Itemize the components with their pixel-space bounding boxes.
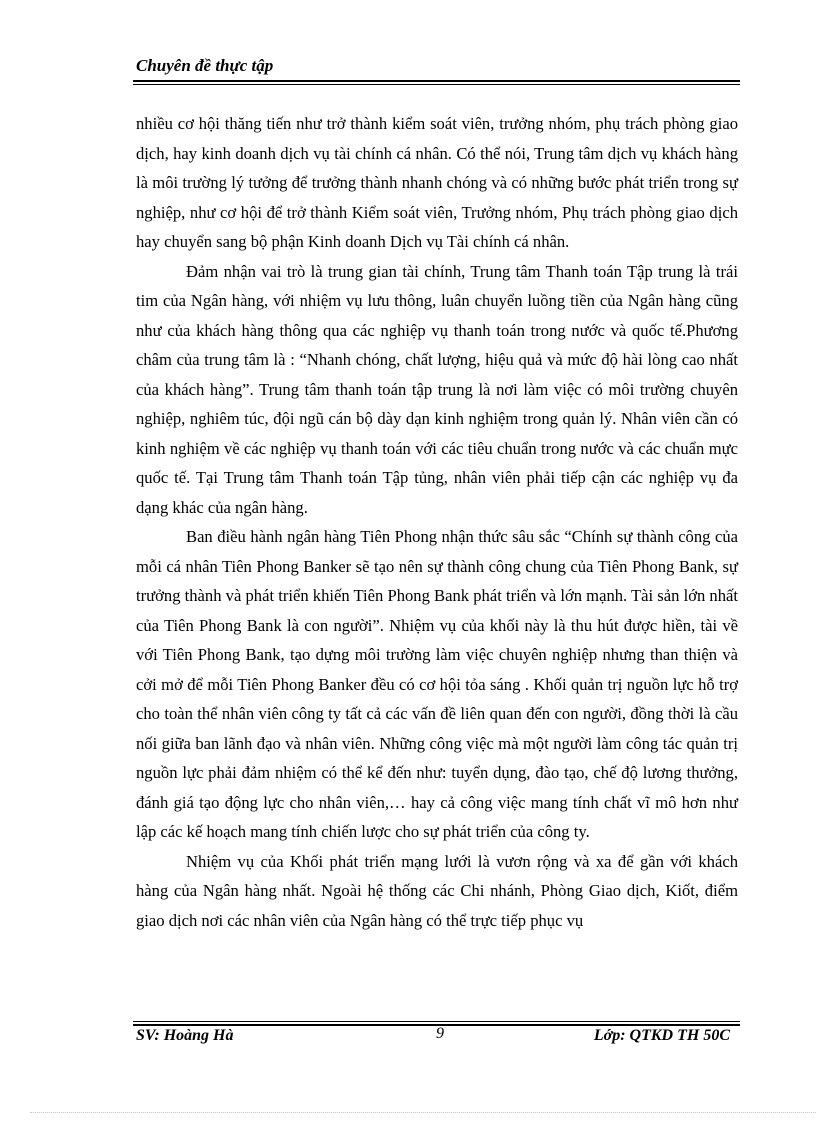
- paragraph-1: nhiều cơ hội thăng tiến như trở thành kiểm soát viên, trưởng nhóm, phụ trách phòng giao dịch, hay kinh doanh dịch vụ tài chính cá nhân. Có thể nói, Trung tâm dịch vụ khách hàng là môi trường lý tưởng để trưởng thành nhanh chóng và có những bước phát triển trong sự nghiệp, như cơ hội để trở thành Kiểm soát viên, Trưởng nhóm, Phụ trách phòng giao dịch hay chuyển sang bộ phận Kinh doanh Dịch vụ Tài chính cá nhân.: [136, 114, 738, 251]
- header-rule-thick: [133, 80, 740, 82]
- footer-page-number: 9: [436, 1025, 444, 1042]
- paragraph-2: Đảm nhận vai trò là trung gian tài chính, Trung tâm Thanh toán Tập trung là trái tim của Ngân hàng, với nhiệm vụ lưu thông, luân chuyển luồng tiền của Ngân hàng cũng như của khách hàng thông qua các nghiệp vụ thanh toán trong nước và quốc tế.Phương châm của trung tâm là : “Nhanh chóng, chất lượng, hiệu quả và mức độ hài lòng cao nhất của khách hàng”. Trung tâm thanh toán tập trung là nơi làm việc có môi trường chuyên nghiệp, nghiêm túc, đội ngũ cán bộ dày dạn kinh nghiệm trong quản lý. Nhân viên cần có kinh nghiệm về các nghiệp vụ thanh toán với các tiêu chuẩn trong nước và các chuẩn mực quốc tế. Tại Trung tâm Thanh toán Tập tủng, nhân viên phải tiếp cận các nghiệp vụ đa dạng khác của ngân hàng.: [136, 261, 738, 517]
- paragraph-3: Ban điều hành ngân hàng Tiên Phong nhận thức sâu sắc “Chính sự thành công của mỗi cá nhân Tiên Phong Banker sẽ tạo nên sự thành công chung của Tiên Phong Bank, sự trưởng thành và phát triển khiến Tiên Phong Bank phát triển và lớn mạnh. Tài sản lớn nhất của Tiên Phong Bank là con người”. Nhiệm vụ của khối này là thu hút được hiền, tài về với Tiên Phong Bank, tạo dựng môi trường làm việc chuyên nghiệp nhưng than thiện và cởi mở để mỗi Tiên Phong Banker đều có cơ hội tỏa sáng . Khối quản trị nguồn lực hỗ trợ cho toàn thể nhân viên công ty tất cả các vấn đề liên quan đến con người, đồng thời là cầu nối giữa ban lãnh đạo và nhân viên. Những công việc mà một người làm công tác quản trị nguồn lực phải đảm nhiệm có thể kể đến như: tuyển dụng, đào tạo, chế độ lương thưởng, đánh giá tạo động lực cho nhân viên,… hay cả công việc mang tính chất vĩ mô hơn như lập các kế hoạch mang tính chiến lược cho sự phát triển của công ty.: [136, 527, 738, 841]
- footer-student-name: SV: Hoàng Hà: [136, 1027, 234, 1044]
- header-rule-thin: [133, 84, 740, 85]
- paragraph-4: Nhiệm vụ của Khối phát triển mạng lưới là vươn rộng và xa để gần với khách hàng của Ngân hàng nhất. Ngoài hệ thống các Chi nhánh, Phòng Giao dịch, Kiốt, điểm giao dịch nơi các nhân viên của Ngân hàng có thể trực tiếp phục vụ: [136, 851, 738, 930]
- body-text: [136, 109, 738, 935]
- footer-rule-thin: [133, 1021, 740, 1022]
- footer-class: Lớp: QTKD TH 50C: [593, 1027, 730, 1044]
- page-edge-divider: [30, 1112, 816, 1113]
- page-header-title: Chuyên đề thực tập: [136, 56, 274, 75]
